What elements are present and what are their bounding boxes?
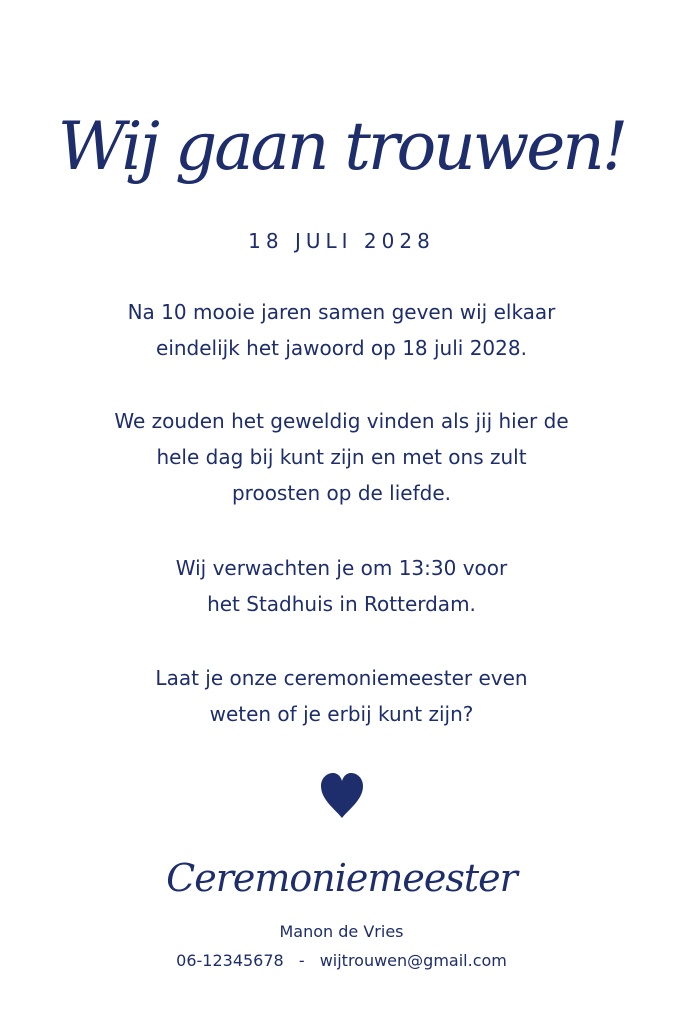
contact-phone: 06-12345678 xyxy=(176,951,284,970)
contact-details xyxy=(0,949,683,973)
paragraph-rsvp xyxy=(40,660,643,732)
heart-icon xyxy=(319,772,365,820)
paragraph-line: proosten op de liefde. xyxy=(231,481,451,505)
paragraph-time-location xyxy=(40,550,643,622)
wedding-date: 18 JULI 2028 xyxy=(248,229,435,253)
paragraph-line: Na 10 mooie jaren samen geven wij elkaar xyxy=(127,300,556,324)
paragraph-line: hele dag bij kunt zijn en met ons zult xyxy=(156,445,527,469)
script-title: Wij gaan trouwen! xyxy=(57,108,626,185)
paragraph-invitation xyxy=(40,403,643,511)
paragraph-line: weten of je erbij kunt zijn? xyxy=(209,702,474,726)
contact-name: Manon de Vries xyxy=(279,922,404,941)
paragraph-line: eindelijk het jawoord op 18 juli 2028. xyxy=(156,336,527,360)
paragraph-line: het Stadhuis in Rotterdam. xyxy=(207,592,476,616)
contact-separator: - xyxy=(298,951,305,970)
script-signature: Ceremoniemeester xyxy=(166,856,517,900)
contact-email: wijtrouwen@gmail.com xyxy=(319,951,507,970)
paragraph-line: We zouden het geweldig vinden als jij hier de xyxy=(114,409,569,433)
paragraph-announcement xyxy=(40,294,643,366)
paragraph-line: Wij verwachten je om 13:30 voor xyxy=(175,556,508,580)
paragraph-line: Laat je onze ceremoniemeester even xyxy=(155,666,528,690)
